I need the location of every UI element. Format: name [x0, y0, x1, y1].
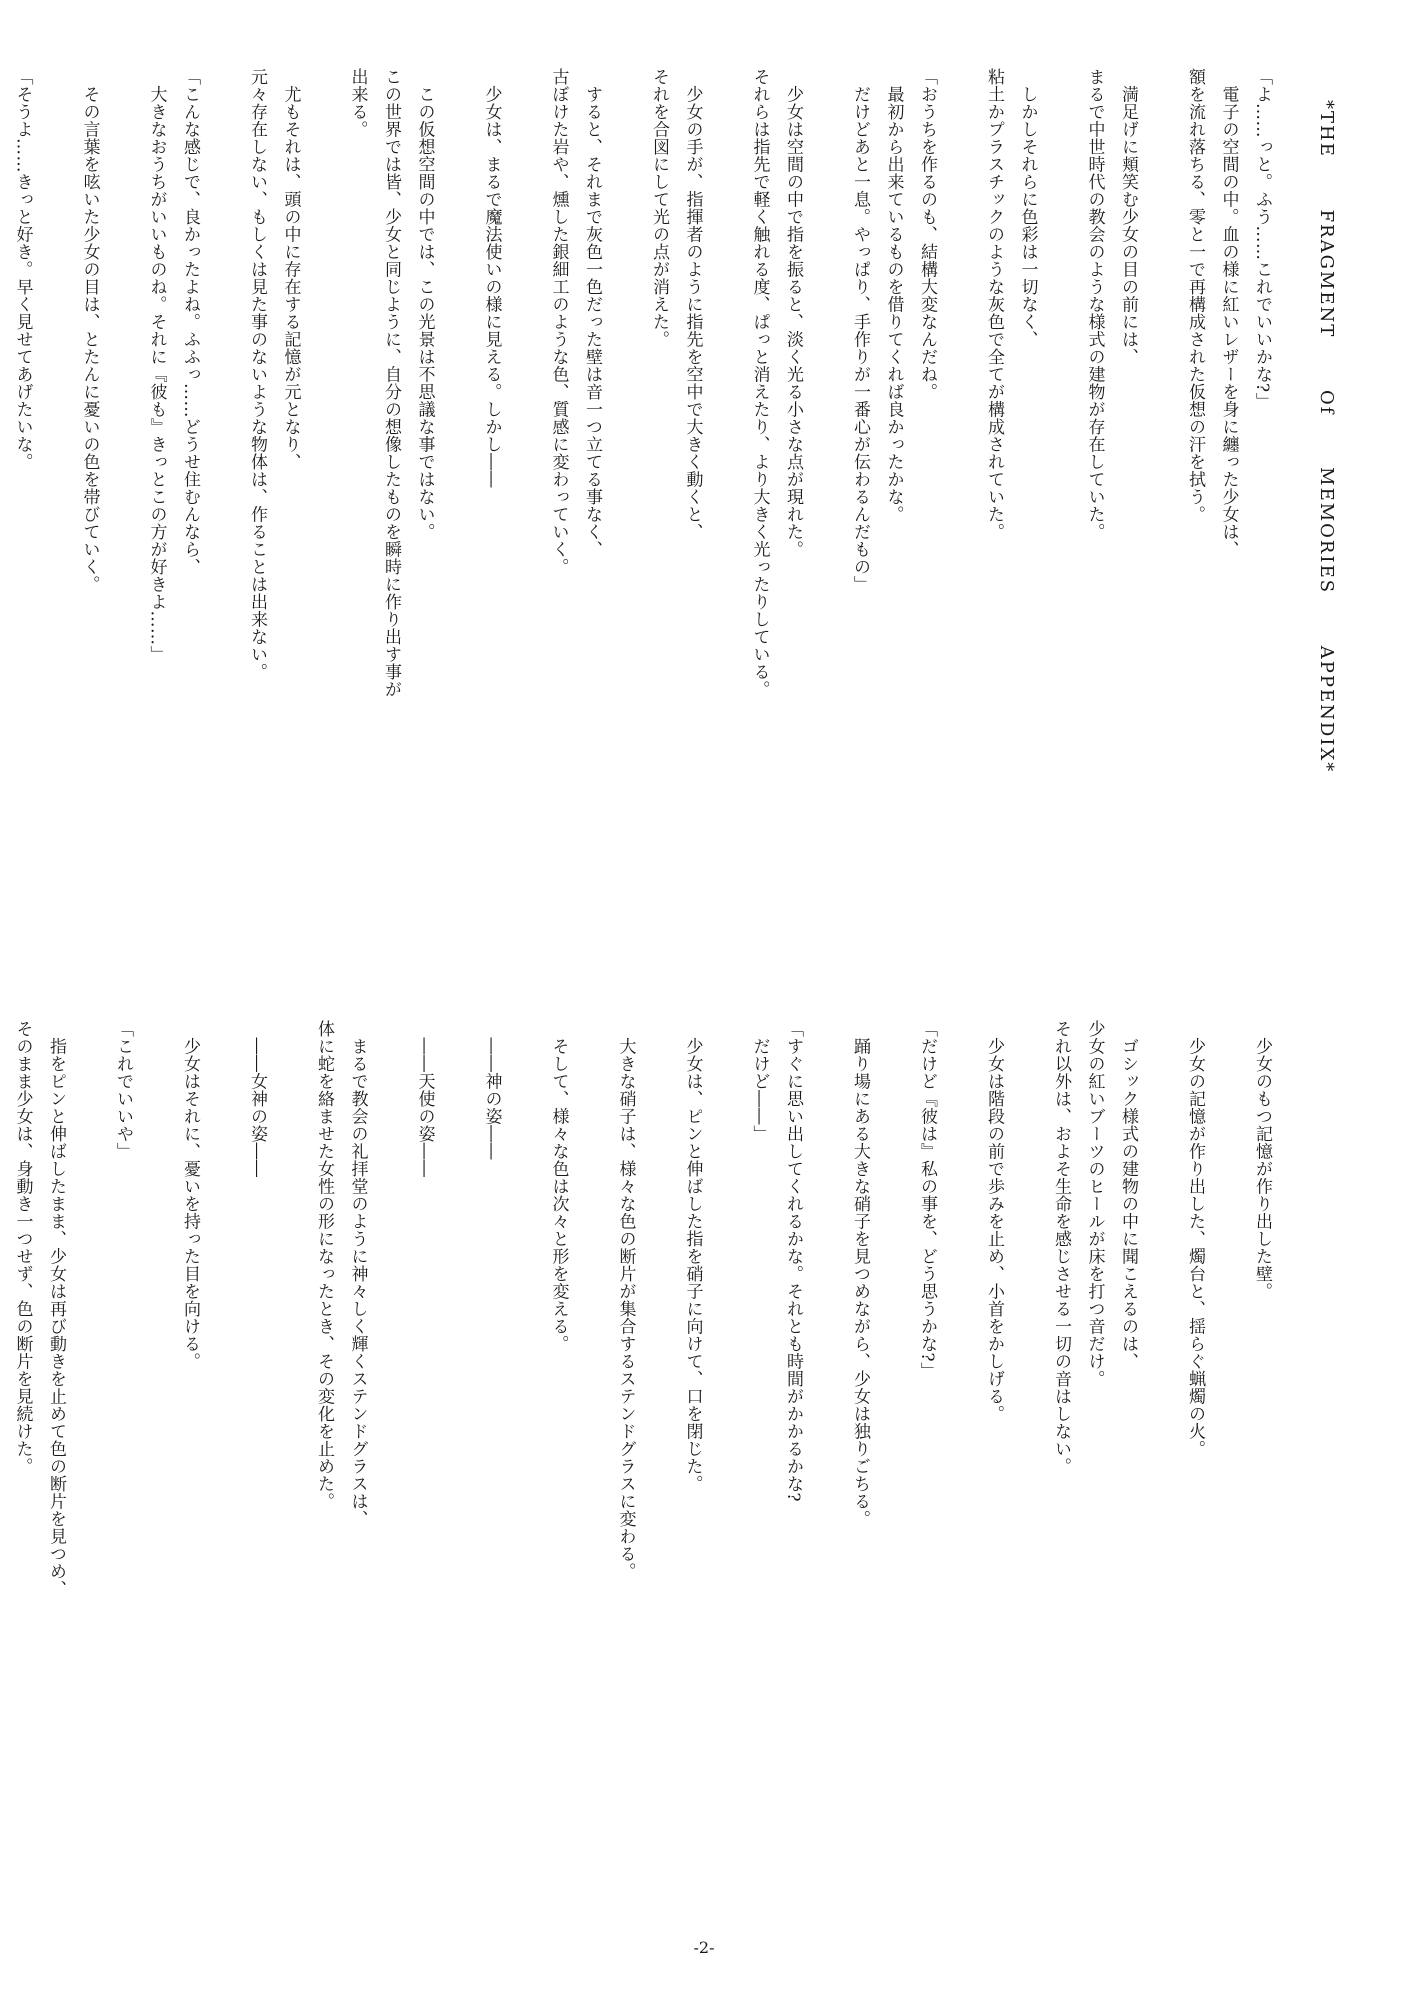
upper-text-block: 「よ……っと。ふう……これでいいかな?」 電子の空間の中。血の様に紅いレザーを身に纏った少女は、 額を流れ落ちる、零と一で再構成された仮想の汗を拭う。 満足げに頬笑む少女の目の前には、 まるで中世時代の教会のような様式の建物が存在していた。 しかしそれらに色彩は一切なく、 粘土かプラスチックのような灰色で全てが構成されていた。 「おうちを作るのも、結構大変なんだね。 最初から出来ているものを借りてくれば良かったかな。 だけどあと一息。やっぱり、手作りが一番心が伝わるんだもの」 少女は空間の中で指を振ると、淡く光る小さな点が現れた。 それらは指先で軽く触れる度、ぱっと消えたり、より大きく光ったりしている。 少女の手が、指揮者のように指先を空中で大きく動くと、 それを合図にして光の点が消えた。 すると、それまで灰色一色だった壁は音一つ立てる事なく、 古ぼけた岩や、燻した銀細工のような色、質感に変わっていく。 少女は、まるで魔法使いの様に見える。しかし―― この仮想空間の中では、この光景は不思議な事ではない。 この世界では皆、少女と同じように、自分の想像したものを瞬時に作り出す事が出来る。 尤もそれは、頭の中に存在する記憶が元となり、 元々存在しない、もしくは見た事のないような物体は、作ることは出来ない。 「こんな感じで、良かったよね。ふふっ……どうせ住むんなら、 大きなおうちがいいものね。それに『彼も』きっとこの方が好きよ……」 その言葉を呟いた少女の目は、とたんに憂いの色を帯びていく。 「そうよ……きっと好き。早く見せてあげたいな。 — [12, 68, 1272, 698]
lower-text-block: 少女のもつ記憶が作り出した壁。 少女の記憶が作り出した、燭台と、揺らぐ蝋燭の火。 ゴシック様式の建物の中に聞こえるのは、 少女の紅いブーツのヒールが床を打つ音だけ。 それ以外は、およそ生命を感じさせる一切の音はしない。 少女は階段の前で歩みを止め、小首をかしげる。 「だけど『彼は』私の事を、どう思うかな?」 踊り場にある大きな硝子を見つめながら、少女は独りごちる。 「すぐに思い出してくれるかな。それとも時間がかかるかな? だけど――」 少女は、ピンと伸ばした指を硝子に向けて、口を閉じた。 大きな硝子は、様々な色の断片が集合するステンドグラスに変わる。 そして、様々な色は次々と形を変える。 ――神の姿―― ――天使の姿―― まるで教会の礼拝堂のように神々しく輝くステンドグラスは、 体に蛇を絡ませた女性の形になったとき、その変化を止めた。 ――女神の姿―― 少女はそれに、憂いを持った目を向ける。 「これでいいや」 指をピンと伸ばしたまま、少女は再び動きを止めて色の断片を見つめ、 そのまま少女は、身動き一つせず、色の断片を見続けた。 — [12, 1020, 1272, 1598]
document-title: *THE FRAGMENT Of MEMORIES APPENDIX* — [1316, 100, 1337, 774]
page-number: -2- — [693, 1938, 715, 1957]
